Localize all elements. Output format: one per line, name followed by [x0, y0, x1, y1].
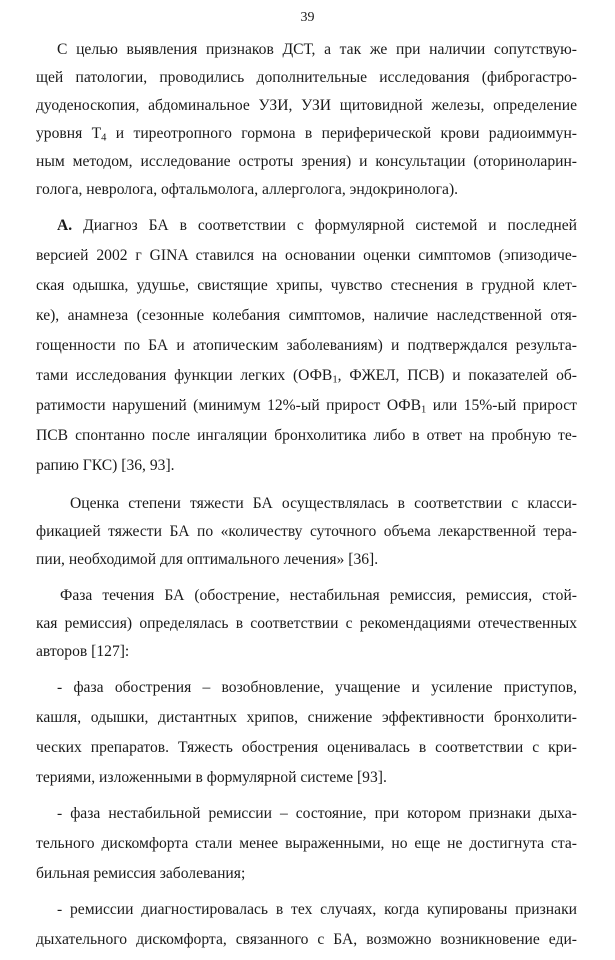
- text-line: териями, изложенными в формулярной системе [93].: [36, 769, 387, 786]
- text-line: рапию ГКС) [36, 93].: [36, 457, 175, 474]
- text-line: ПСВ спонтанно после ингаляции бронхолитика либо в ответ на пробную те-: [36, 427, 577, 444]
- text-line: кая ремиссия) определялась в соответствии с рекомендациями отечественных: [36, 615, 577, 632]
- text-line: фикацией тяжести БА по «количеству суточного объема лекарственной тера-: [36, 523, 577, 540]
- text-line: Фаза течения БА (обострение, нестабильная ремиссия, ремиссия, стой-: [60, 587, 577, 604]
- text-line: дыхательного дискомфорта, связанного с БА, возможно возникновение еди-: [36, 931, 577, 948]
- text-line: ская одышка, удушье, свистящие хрипы, чувство стеснения в грудной клет-: [36, 277, 577, 294]
- text-line: ческих препаратов. Тяжесть обострения оценивалась в соответствии с кри-: [36, 739, 577, 756]
- text-line: - фаза нестабильной ремиссии – состояние, при котором признаки дыха-: [57, 805, 577, 822]
- text-line: тельного дискомфорта стали менее выраженными, но еще не достигнута ста-: [36, 835, 577, 852]
- text-line: С целью выявления признаков ДСТ, а так же при наличии сопутствую-: [57, 41, 577, 58]
- text-line: ным методом, исследование остроты зрения) и консультации (оториноларин-: [36, 153, 577, 170]
- text-line: - фаза обострения – возобновление, учащение и усиление приступов,: [57, 679, 577, 696]
- text-line-with-subscript: уровня $T_4$ и тиреотропного гормона в периферической крови радиоиммун-: [36, 125, 577, 144]
- text-line: кашля, одышки, дистантных хрипов, снижение эффективности бронхолити-: [36, 709, 577, 726]
- text-line: ке), анамнеза (сезонные колебания симптомов, наличие наследственной отя-: [36, 307, 577, 324]
- text-line: Оценка степени тяжести БА осуществлялась в соответствии с класси-: [70, 495, 577, 512]
- text-line: щей патологии, проводились дополнительные исследования (фиброгастро-: [36, 69, 577, 86]
- text-line-with-subscript: тами исследования функции легких ($ОФВ_1$, ФЖЕЛ, ПСВ) и показателей об-: [36, 367, 577, 386]
- text-line: авторов [127]:: [36, 643, 130, 660]
- text-line: - ремиссии диагностировалась в тех случаях, когда купированы признаки: [57, 901, 577, 918]
- text-line-with-subscript: ратимости нарушений (минимум 12%-ый прирост $ОФВ_1$ или 15%-ый прирост: [36, 397, 577, 416]
- page-number: 39: [300, 10, 315, 25]
- text-line: дуоденоскопия, абдоминальное УЗИ, УЗИ щитовидной железы, определение: [36, 97, 577, 114]
- text-line: гощенности по БА и атопическим заболеваниям) и подтверждался результа-: [36, 337, 577, 354]
- text-line-bold-lead: А. Диагноз БА в соответствии с формулярной системой и последней: [57, 217, 577, 234]
- text-line: голога, невролога, офтальмолога, аллерголога, эндокринолога).: [36, 181, 459, 198]
- text-line: пии, необходимой для оптимального лечения» [36].: [36, 551, 379, 568]
- text-line: версией 2002 г GINA ставился на основании оценки симптомов (эпизодиче-: [36, 247, 577, 264]
- text-line: бильная ремиссия заболевания;: [36, 865, 246, 882]
